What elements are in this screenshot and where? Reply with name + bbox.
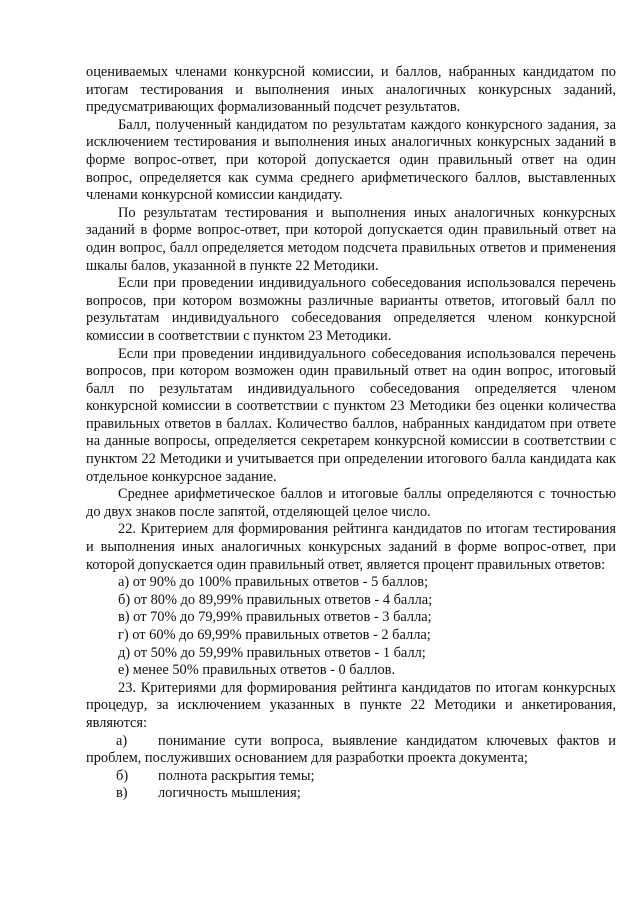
paragraph: Если при проведении индивидуального собеседования использовался перечень вопросов, при котором возможны различные варианты ответов, итоговый балл по результатам индивидуального собеседования определяется членом конкурсной комиссии в соответствии с пунктом 23 Методики.: [86, 275, 616, 344]
paragraph-line: предусматривающих формализованный подсчет результатов.: [86, 99, 461, 116]
criteria-item: [86, 768, 616, 786]
paragraph: Если при проведении индивидуального собеседования использовался перечень вопросов, при котором возможен один правильный ответ на один вопрос, итоговый балл по результатам индивидуального собеседования определяется членом конкурсной комиссии в соответствии с пунктом 23 Методики без оценки количества правильных ответов в баллах. Количество баллов, набранных кандидатом при ответе на данные вопросы, определяется секретарем конкурсной комиссии в соответствии с пунктом 22 Методики и учитывается при определении итогового балла кандидата как отдельное конкурсное задание.: [86, 345, 616, 485]
list-item: а) от 90% до 100% правильных ответов - 5 баллов;: [118, 574, 429, 591]
criteria-text: полнота раскрытия темы;: [158, 767, 315, 784]
paragraph: По результатам тестирования и выполнения иных аналогичных конкурсных заданий в форме вопрос-ответ, при которой допускается один правильный ответ на один вопрос, балл определяется методом подсчета правильных ответов и применения шкалы балов, указанной в пункте 22 Методики.: [86, 204, 616, 274]
criteria-text-continued: проблем, послуживших основанием для разработки проекта документа;: [86, 750, 528, 767]
paragraph-line: итогам тестирования и выполнения иных аналогичных конкурсных заданий,: [86, 81, 616, 98]
paragraph-line: оцениваемых членами конкурсной комиссии, и баллов, набранных кандидатом по: [86, 64, 616, 80]
criteria-text: понимание сути вопроса, выявление кандидатом ключевых фактов и: [158, 732, 616, 749]
list-item: д) от 50% до 59,99% правильных ответов - 1 балл;: [118, 644, 426, 661]
list-item: г) от 60% до 69,99% правильных ответов - 2 балла;: [118, 627, 431, 643]
document-body: [86, 64, 616, 803]
list-item: в) от 70% до 79,99% правильных ответов - 3 балла;: [118, 609, 432, 626]
paragraph-item-22: 22. Критерием для формирования рейтинга кандидатов по итогам тестирования и выполнения иных аналогичных конкурсных заданий в форме вопрос-ответ, при которой допускается один правильный ответ, является процент правильных ответов:: [86, 521, 616, 573]
criteria-marker: а): [116, 732, 128, 749]
criteria-item: [86, 785, 616, 803]
criteria-text: логичность мышления;: [158, 785, 301, 802]
criteria-marker: в): [116, 785, 128, 802]
list-item: б) от 80% до 89,99% правильных ответов - 4 балла;: [118, 591, 433, 608]
paragraph-item-23: 23. Критериями для формирования рейтинга кандидатов по итогам конкурсных процедур, за исключением указанных в пункте 22 Методики и анкетирования, являются:: [86, 679, 616, 731]
paragraph: Среднее арифметическое баллов и итоговые баллы определяются с точностью до двух знаков после запятой, отделяющей целое число.: [86, 486, 616, 520]
paragraph: Балл, полученный кандидатом по результатам каждого конкурсного задания, за исключением тестирования и выполнения иных аналогичных конкурсных заданий в форме вопрос-ответ, при которой допускается один правильный ответ на один вопрос, определяется как сумма среднего арифметического баллов, выставленных членами конкурсной комиссии кандидату.: [86, 116, 616, 204]
criteria-marker: б): [116, 767, 129, 784]
criteria-item: [86, 733, 616, 751]
list-item: е) менее 50% правильных ответов - 0 баллов.: [118, 662, 396, 679]
